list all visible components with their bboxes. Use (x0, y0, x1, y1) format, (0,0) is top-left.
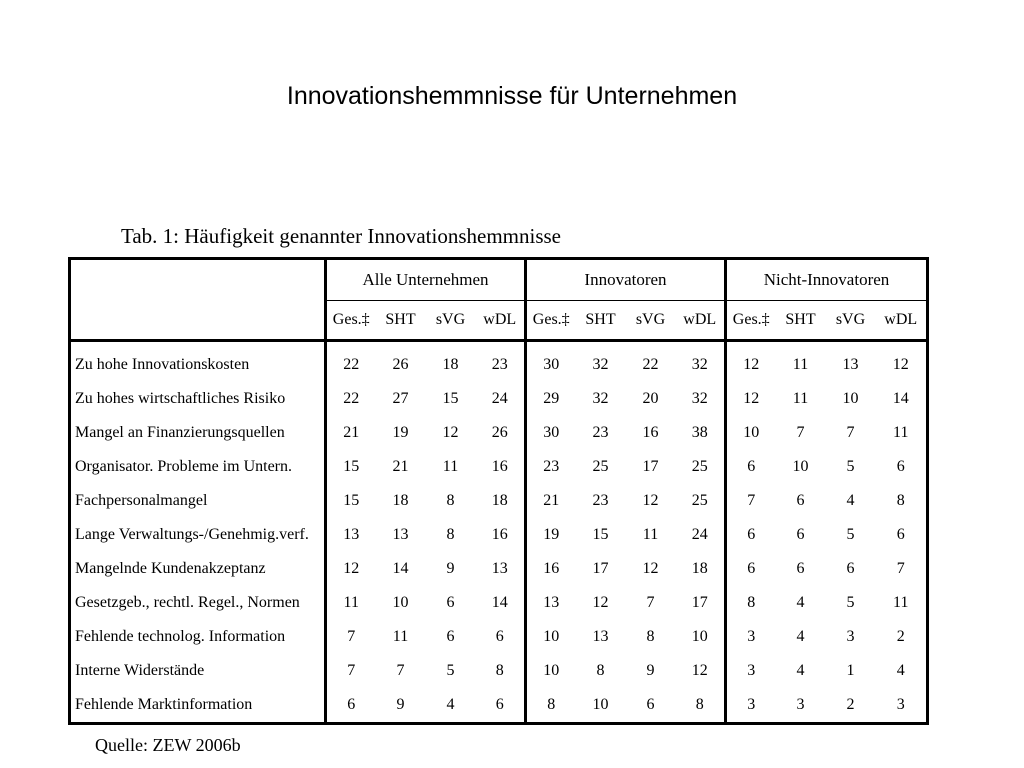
table-cell: 29 (526, 382, 576, 416)
table-caption: Tab. 1: Häufigkeit genannter Innovationshemmnisse (121, 224, 562, 248)
table-cell: 11 (792, 356, 809, 373)
slide-title: Innovationshemmnisse für Unternehmen (286, 82, 738, 110)
table-cell: 12 (726, 382, 776, 416)
table-cell: 21 (392, 458, 409, 475)
table-cell: 23 (592, 492, 609, 509)
table-cell: 3 (726, 688, 776, 724)
table-cell: 7 (646, 594, 655, 611)
column-header: Ges.‡ (326, 301, 376, 341)
table-cell: 10 (691, 628, 708, 645)
table-cell: 15 (592, 526, 609, 543)
column-header: SHT (376, 301, 426, 341)
table-cell: 38 (691, 424, 708, 441)
table-cell: 7 (846, 424, 855, 441)
row-label: Interne Widerstände (70, 654, 326, 688)
group-header-non-innovators: Nicht-Innovatoren (726, 259, 928, 301)
table-cell: 10 (526, 620, 576, 654)
column-header: SHT (576, 301, 626, 341)
column-header: sVG (426, 301, 476, 341)
table-cell: 7 (726, 484, 776, 518)
table-cell: 13 (491, 560, 508, 577)
group-header-all: Alle Unternehmen (326, 259, 526, 301)
table-cell: 6 (495, 696, 504, 713)
group-header-innovators: Innovatoren (526, 259, 726, 301)
table-body (70, 341, 928, 724)
table-cell: 12 (726, 341, 776, 383)
column-header: wDL (876, 301, 928, 341)
table-cell: 16 (491, 458, 508, 475)
table-cell: 8 (726, 586, 776, 620)
table-cell: 26 (392, 356, 409, 373)
table-cell: 11 (392, 628, 409, 645)
table-cell: 6 (726, 552, 776, 586)
table-cell: 4 (796, 662, 805, 679)
column-header: sVG (626, 301, 676, 341)
table-cell: 13 (343, 526, 360, 543)
row-label: Fehlende technolog. Information (70, 620, 326, 654)
table-cell: 11 (442, 458, 459, 475)
table-cell: 22 (343, 390, 360, 407)
table-row (70, 518, 928, 552)
table-cell: 4 (446, 696, 455, 713)
table-cell: 6 (646, 696, 655, 713)
table-cell: 9 (396, 696, 405, 713)
source-note: Quelle: ZEW 2006b (95, 735, 241, 755)
table-cell: 11 (792, 390, 809, 407)
table-cell: 13 (592, 628, 609, 645)
table-cell: 23 (592, 424, 609, 441)
table-cell: 14 (491, 594, 508, 611)
table-cell: 25 (592, 458, 609, 475)
column-header: Ges.‡ (726, 301, 776, 341)
table-cell: 4 (796, 594, 805, 611)
table-cell: 25 (691, 492, 708, 509)
table-cell: 11 (893, 594, 909, 611)
table-cell: 24 (491, 390, 508, 407)
table-cell: 18 (392, 492, 409, 509)
table-cell: 3 (726, 620, 776, 654)
row-label: Lange Verwaltungs-/Genehmig.verf. (70, 518, 326, 552)
table-cell: 8 (695, 696, 704, 713)
table-cell: 4 (796, 628, 805, 645)
table-cell: 3 (896, 696, 905, 713)
column-header: wDL (476, 301, 526, 341)
table-cell: 14 (892, 390, 909, 407)
table-cell: 18 (491, 492, 508, 509)
table-cell: 7 (896, 560, 905, 577)
table-cell: 32 (691, 356, 708, 373)
table-cell: 10 (726, 416, 776, 450)
table-cell: 7 (347, 628, 356, 645)
table-cell: 21 (526, 484, 576, 518)
table-cell: 8 (526, 688, 576, 724)
table-cell: 5 (846, 594, 855, 611)
table-cell: 12 (592, 594, 609, 611)
table-cell: 15 (343, 458, 360, 475)
table-cell: 3 (726, 654, 776, 688)
header-corner-lower (70, 301, 326, 341)
table-cell: 16 (642, 424, 659, 441)
table-cell: 6 (726, 450, 776, 484)
table-cell: 4 (896, 662, 905, 679)
table-cell: 8 (896, 492, 905, 509)
row-label: Zu hohe Innovationskosten (70, 341, 326, 383)
table-cell: 11 (893, 424, 909, 441)
table-cell: 5 (846, 458, 855, 475)
table-cell: 2 (896, 628, 905, 645)
table-cell: 6 (726, 518, 776, 552)
table-cell: 12 (691, 662, 708, 679)
table-cell: 8 (446, 492, 455, 509)
table-cell: 12 (642, 492, 659, 509)
table-cell: 27 (392, 390, 409, 407)
table-cell: 6 (796, 526, 805, 543)
table-row (70, 341, 928, 383)
column-header: sVG (826, 301, 876, 341)
table-row (70, 484, 928, 518)
table-cell: 4 (846, 492, 855, 509)
table-cell: 10 (792, 458, 809, 475)
table-cell: 13 (526, 586, 576, 620)
table-cell: 17 (642, 458, 659, 475)
row-label: Fehlende Marktinformation (70, 688, 326, 724)
column-header: wDL (676, 301, 726, 341)
table-cell: 10 (592, 696, 609, 713)
table-row (70, 586, 928, 620)
table-cell: 20 (642, 390, 659, 407)
table-cell: 21 (343, 424, 360, 441)
table-cell: 13 (842, 356, 859, 373)
table-cell: 11 (642, 526, 659, 543)
table-cell: 10 (526, 654, 576, 688)
table-cell: 8 (446, 526, 455, 543)
table-cell: 7 (347, 662, 356, 679)
table-cell: 8 (495, 662, 504, 679)
table-cell: 6 (896, 526, 905, 543)
column-header: Ges.‡ (526, 301, 576, 341)
table-cell: 6 (796, 492, 805, 509)
table-cell: 5 (846, 526, 855, 543)
table-cell: 17 (691, 594, 708, 611)
table-cell: 23 (491, 356, 508, 373)
table-cell: 6 (446, 594, 455, 611)
table-cell: 6 (896, 458, 905, 475)
table-cell: 15 (442, 390, 459, 407)
table-cell: 5 (446, 662, 455, 679)
table-cell: 22 (642, 356, 659, 373)
table-row (70, 620, 928, 654)
table-cell: 26 (491, 424, 508, 441)
table-row (70, 552, 928, 586)
row-label: Organisator. Probleme im Untern. (70, 450, 326, 484)
table-cell: 13 (392, 526, 409, 543)
table-cell: 16 (491, 526, 508, 543)
table-cell: 12 (892, 356, 909, 373)
row-label: Fachpersonalmangel (70, 484, 326, 518)
innovation-barriers-table (68, 257, 929, 725)
table-cell: 10 (392, 594, 409, 611)
table-cell: 6 (846, 560, 855, 577)
table-cell: 6 (796, 560, 805, 577)
table-cell: 30 (526, 416, 576, 450)
table-cell: 32 (691, 390, 708, 407)
table-cell: 19 (392, 424, 409, 441)
table-cell: 18 (691, 560, 708, 577)
table-cell: 3 (796, 696, 805, 713)
header-corner (70, 259, 326, 301)
table-cell: 8 (596, 662, 605, 679)
table-row (70, 382, 928, 416)
table-cell: 23 (526, 450, 576, 484)
table-cell: 1 (846, 662, 855, 679)
table-cell: 22 (343, 356, 360, 373)
table-cell: 32 (592, 390, 609, 407)
table-row (70, 450, 928, 484)
table-cell: 7 (796, 424, 805, 441)
row-label: Zu hohes wirtschaftliches Risiko (70, 382, 326, 416)
table-cell: 11 (343, 594, 359, 611)
row-label: Gesetzgeb., rechtl. Regel., Normen (70, 586, 326, 620)
table-cell: 12 (642, 560, 659, 577)
table-cell: 9 (446, 560, 455, 577)
table-cell: 6 (446, 628, 455, 645)
table-cell: 12 (343, 560, 360, 577)
table-cell: 6 (495, 628, 504, 645)
table-row (70, 416, 928, 450)
table-cell: 15 (343, 492, 360, 509)
table-cell: 7 (396, 662, 405, 679)
table-cell: 16 (526, 552, 576, 586)
table-cell: 2 (846, 696, 855, 713)
table-cell: 17 (592, 560, 609, 577)
table-cell: 30 (526, 341, 576, 383)
column-header: SHT (776, 301, 826, 341)
table-cell: 3 (846, 628, 855, 645)
table-row (70, 688, 928, 724)
table-cell: 25 (691, 458, 708, 475)
table-cell: 14 (392, 560, 409, 577)
table-cell: 19 (526, 518, 576, 552)
table-row (70, 654, 928, 688)
table-cell: 10 (842, 390, 859, 407)
row-label: Mangelnde Kundenakzeptanz (70, 552, 326, 586)
table-cell: 8 (646, 628, 655, 645)
row-label: Mangel an Finanzierungsquellen (70, 416, 326, 450)
table-cell: 12 (442, 424, 459, 441)
table-cell: 9 (646, 662, 655, 679)
table-cell: 18 (442, 356, 459, 373)
table-cell: 32 (592, 356, 609, 373)
table-cell: 6 (347, 696, 356, 713)
table-cell: 24 (691, 526, 708, 543)
